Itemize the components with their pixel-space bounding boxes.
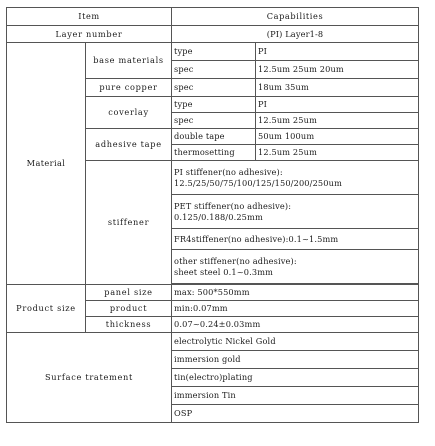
layer-row [7,26,419,43]
product-size-label: Product size [7,285,86,333]
copper-spec-value: 18um 35um [256,79,419,97]
stiffener-fr4: FR4stiffener(no adhesive):0.1~1.5mm [172,229,419,250]
surface-item: immersion gold [172,351,419,369]
adhesive-thermo-value: 12.5um 25um [256,145,419,161]
stiffener-pet [172,195,419,229]
adhesive-thermo-key: thermosetting [172,145,256,161]
coverlay-type-value: PI [256,97,419,113]
material-label: Material [7,43,86,285]
coverlay-type-key: type [172,97,256,113]
surface-label: Surface tratement [7,333,172,423]
capabilities-sheet [6,7,419,423]
header-row [7,8,419,26]
stiffener-pet-line1: PET stiffener(no adhesive): [174,201,292,211]
header-capabilities: Capabilities [172,8,419,26]
base-type-value: PI [256,43,419,61]
table-row [7,43,419,61]
base-spec-key: spec [172,61,256,79]
capabilities-table [6,7,419,423]
thickness-value: 0.07~0.24±0.03mm [172,317,419,333]
layer-value: (PI) Layer1-8 [172,26,419,43]
base-spec-value: 12.5um 25um 20um [256,61,419,79]
copper-spec-key: spec [172,79,256,97]
stiffener-pet-line2: 0.125/0.188/0.25mm [174,211,263,222]
stiffener-pi-line1: PI stiffener(no adhesive): [174,167,283,177]
table-row [7,333,419,351]
stiffener-label: stiffener [86,161,172,285]
panel-size-value: max: 500*550mm [172,285,419,301]
product-key: product [86,301,172,317]
stiffener-pi [172,161,419,195]
thickness-key: thickness [86,317,172,333]
base-type-key: type [172,43,256,61]
coverlay-spec-value: 12.5um 25um [256,113,419,129]
stiffener-other [172,250,419,284]
coverlay-spec-key: spec [172,113,256,129]
panel-size-key: panel size [86,285,172,301]
table-row [7,285,419,301]
coverlay-label: coverlay [86,97,172,129]
header-item: Item [7,8,172,26]
surface-item: electrolytic Nickel Gold [172,333,419,351]
adhesive-tape-label: adhesive tape [86,129,172,161]
surface-item: immersion Tin [172,387,419,405]
adhesive-double-key: double tape [172,129,256,145]
stiffener-other-line1: other stiffener(no adhesive): [174,256,297,266]
adhesive-double-value: 50um 100um [256,129,419,145]
surface-item: tin(electro)plating [172,369,419,387]
surface-item: OSP [172,405,419,423]
product-value: min:0.07mm [172,301,419,317]
stiffener-other-line2: sheet steel 0.1~0.3mm [174,266,274,277]
pure-copper-label: pure copper [86,79,172,97]
base-materials-label: base materials [86,43,172,79]
stiffener-pi-line2: 12.5/25/50/75/100/125/150/200/250um [174,177,342,188]
layer-label: Layer number [7,26,172,43]
